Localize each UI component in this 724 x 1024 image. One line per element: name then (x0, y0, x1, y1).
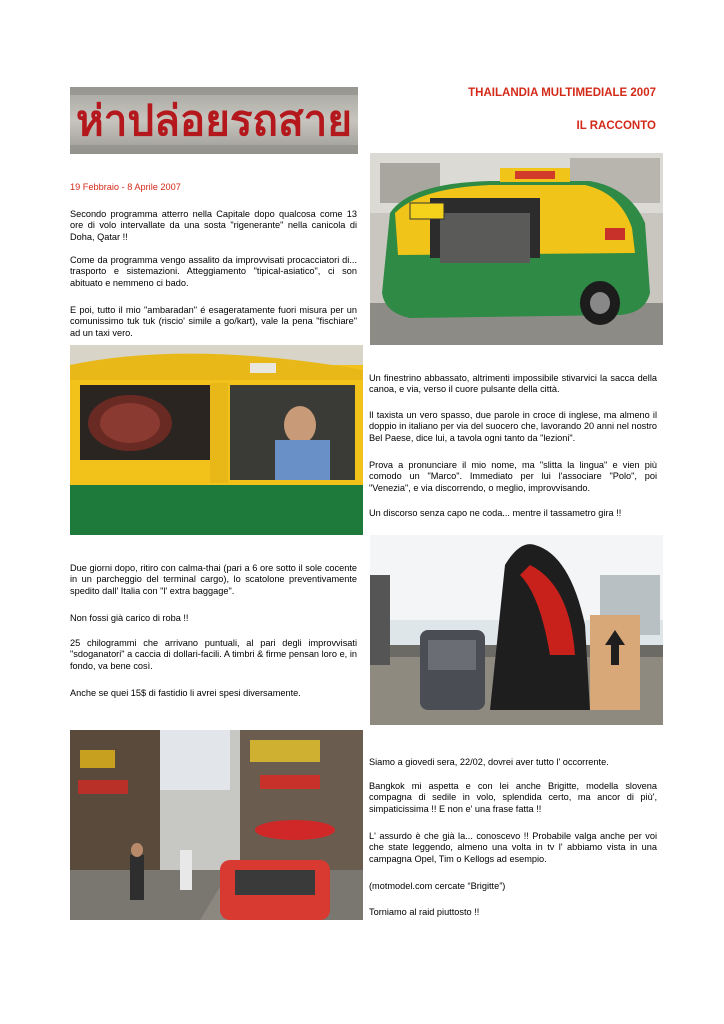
bangkok-street-photo (70, 730, 363, 920)
page-title: THAILANDIA MULTIMEDIALE 2007 (468, 87, 656, 99)
paragraph: Due giorni dopo, ritiro con calma-thai (pari a 6 ore sotto il sole cocente in un parcheggio del terminal cargo), lo scatolone preventivamente spedito dall' Italia con "l' extra baggage". (70, 563, 357, 596)
paragraph: Il taxista un vero spasso, due parole in croce di inglese, ma almeno il doppio in italiano per via del suocero che, lavorando 20 anni nel nostro Bel Paese, dice lui, a tavola ogni tanto da "lezioni". (369, 410, 657, 443)
paragraph: Anche se quei 15$ di fastidio li avrei spesi diversamente. (70, 688, 301, 698)
thai-sign-banner (70, 87, 358, 154)
paragraph: 25 chilogrammi che arrivano puntuali, al pari degli improvvisati "sdoganatori" a caccia di dollari-facili. A timbri & firme pensan loro e, in fondo, va bene così. (70, 638, 357, 671)
paragraph: Siamo a giovedi sera, 22/02, dovrei aver tutto l' occorrente. (369, 757, 609, 767)
paragraph: Non fossi già carico di roba !! (70, 613, 189, 623)
paragraph: Un finestrino abbassato, altrimenti impossibile stivarvici la sacca della canoa, e via, verso il cuore pulsante della città. (369, 373, 657, 395)
banner-thai-text: ห่าปล่อยรถสาย (76, 96, 352, 145)
paragraph: Come da programma vengo assalito da improvvisati procacciatori di... trasporto e sistemazioni. Atteggiamento "tipical-asiatico", ci son abituato e nemmeno ci bado. (70, 255, 357, 288)
taxi-trunk-photo (370, 153, 663, 345)
paragraph: L' assurdo è che già la... conoscevo !! Probabile valga anche per voi che state leggendo, almeno una volta in tv l' abbiamo vista in una campagna Opel, Tim o Kellogs ad esempio. (369, 831, 657, 864)
paragraph: Un discorso senza capo ne coda... mentre il tassametro gira !! (369, 508, 622, 518)
trip-dates: 19 Febbraio - 8 Aprile 2007 (70, 182, 181, 192)
paragraph: Secondo programma atterro nella Capitale dopo qualcosa come 13 ore di volo intervallate da una sosta "rigenerante" nella canicola di Doha, Qatar !! (70, 209, 357, 242)
paragraph: E poi, tutto il mio "ambaradan" é esageratamente fuori misura per un comunissimo tuk tuk (riscio' simile a go/kart), vale la pena "fischiare" ad un taxi vero. (70, 305, 357, 338)
paragraph: Bangkok mi aspetta e con lei anche Brigitte, modella slovena compagna di sedile in volo, splendida certo, ma ancor di più', simpaticissima !! E non e' una frase fatta !! (369, 781, 657, 814)
luggage-photo (370, 535, 663, 725)
paragraph: Prova a pronunciare il mio nome, ma "slitta la lingua" e vien più comodo un "Marco". Immediato per lui l'associare "Polo", poi "Venezia", e via discorrendo, o meglio, improvvisando. (369, 460, 657, 493)
paragraph: Torniamo al raid piuttosto !! (369, 907, 480, 917)
page-subtitle: IL RACCONTO (576, 120, 656, 132)
taxi-driver-photo (70, 345, 363, 535)
paragraph: (motmodel.com cercate “Brigitte”) (369, 881, 506, 891)
